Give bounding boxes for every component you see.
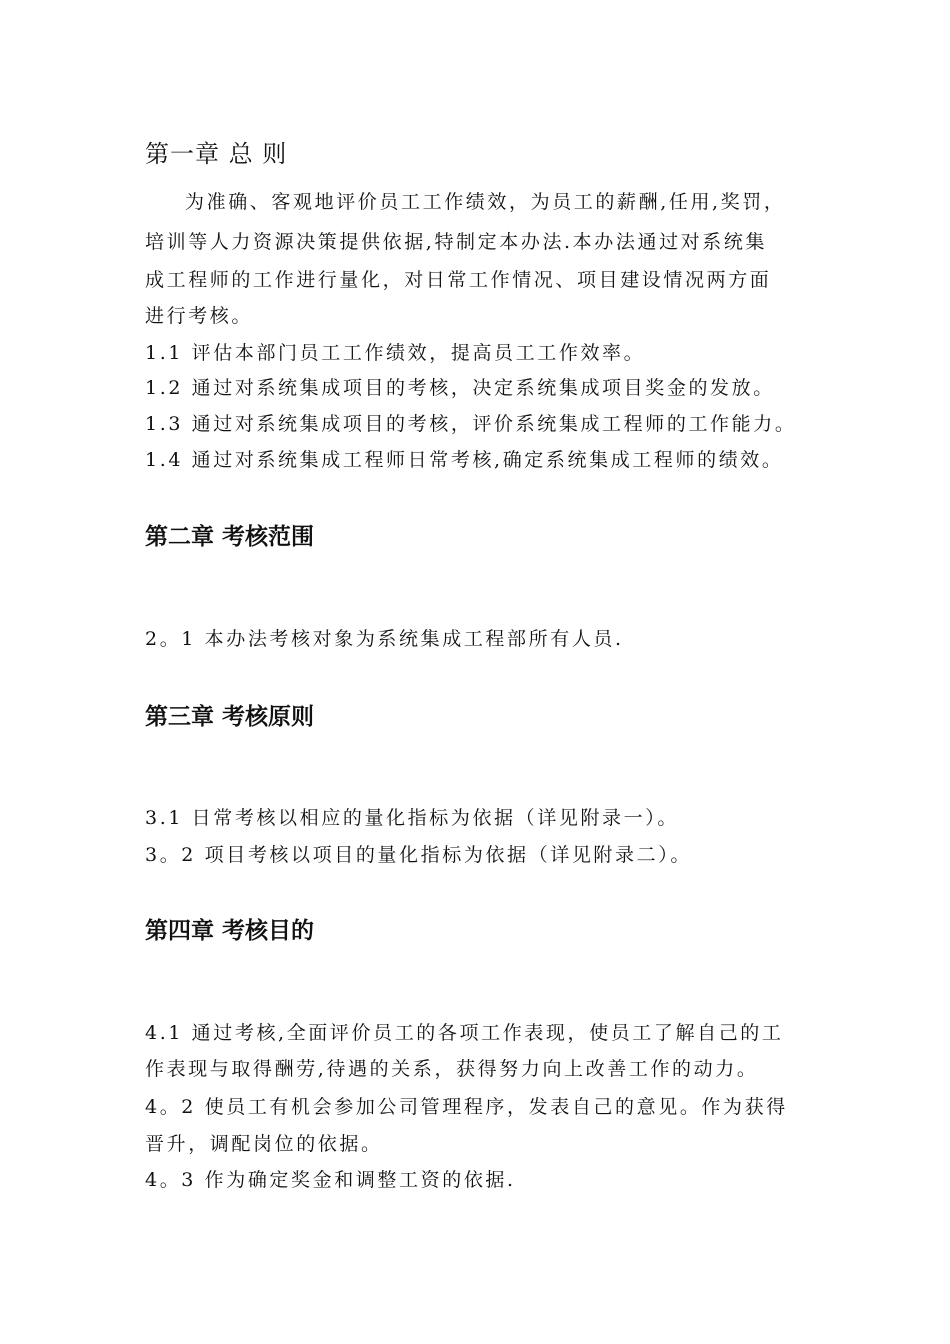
chapter4-heading: 第四章 考核目的 — [145, 918, 315, 944]
chapter4-item: 作表现与取得酬劳,待遇的关系，获得努力向上改善工作的动力。 — [145, 1058, 759, 1080]
chapter1-intro-line: 为准确、客观地评价员工工作绩效，为员工的薪酬,任用,奖罚， — [185, 191, 786, 213]
chapter4-item: 晋升，调配岗位的依据。 — [145, 1133, 383, 1155]
chapter1-item: 1.1 评估本部门员工工作绩效，提高员工工作效率。 — [145, 342, 646, 364]
chapter3-heading: 第三章 考核原则 — [145, 704, 315, 730]
chapter1-intro-line: 培训等人力资源决策提供依据,特制定本办法.本办法通过对系统集 — [145, 231, 768, 253]
chapter1-heading: 第一章 总 则 — [145, 140, 288, 168]
chapter3-item: 3。2 项目考核以项目的量化指标为依据（详见附录二）。 — [145, 844, 692, 866]
chapter3-item: 3.1 日常考核以相应的量化指标为依据（详见附录一）。 — [145, 807, 679, 829]
chapter2-item: 2。1 本办法考核对象为系统集成工程部所有人员. — [145, 628, 624, 650]
chapter4-item: 4。2 使员工有机会参加公司管理程序，发表自己的意见。作为获得 — [145, 1096, 788, 1118]
chapter1-item: 1.2 通过对系统集成项目的考核，决定系统集成项目奖金的发放。 — [145, 377, 775, 399]
chapter1-item: 1.3 通过对系统集成项目的考核，评价系统集成工程师的工作能力。 — [145, 413, 797, 435]
chapter1-intro-line: 进行考核。 — [145, 305, 254, 327]
chapter2-heading: 第二章 考核范围 — [145, 524, 315, 550]
chapter4-item: 4。3 作为确定奖金和调整工资的依据. — [145, 1169, 516, 1191]
chapter4-item: 4.1 通过考核,全面评价员工的各项工作表现，使员工了解自己的工 — [145, 1022, 784, 1044]
chapter1-intro-line: 成工程师的工作进行量化，对日常工作情况、项目建设情况两方面 — [145, 269, 772, 291]
chapter1-item: 1.4 通过对系统集成工程师日常考核,确定系统集成工程师的绩效。 — [145, 449, 784, 471]
